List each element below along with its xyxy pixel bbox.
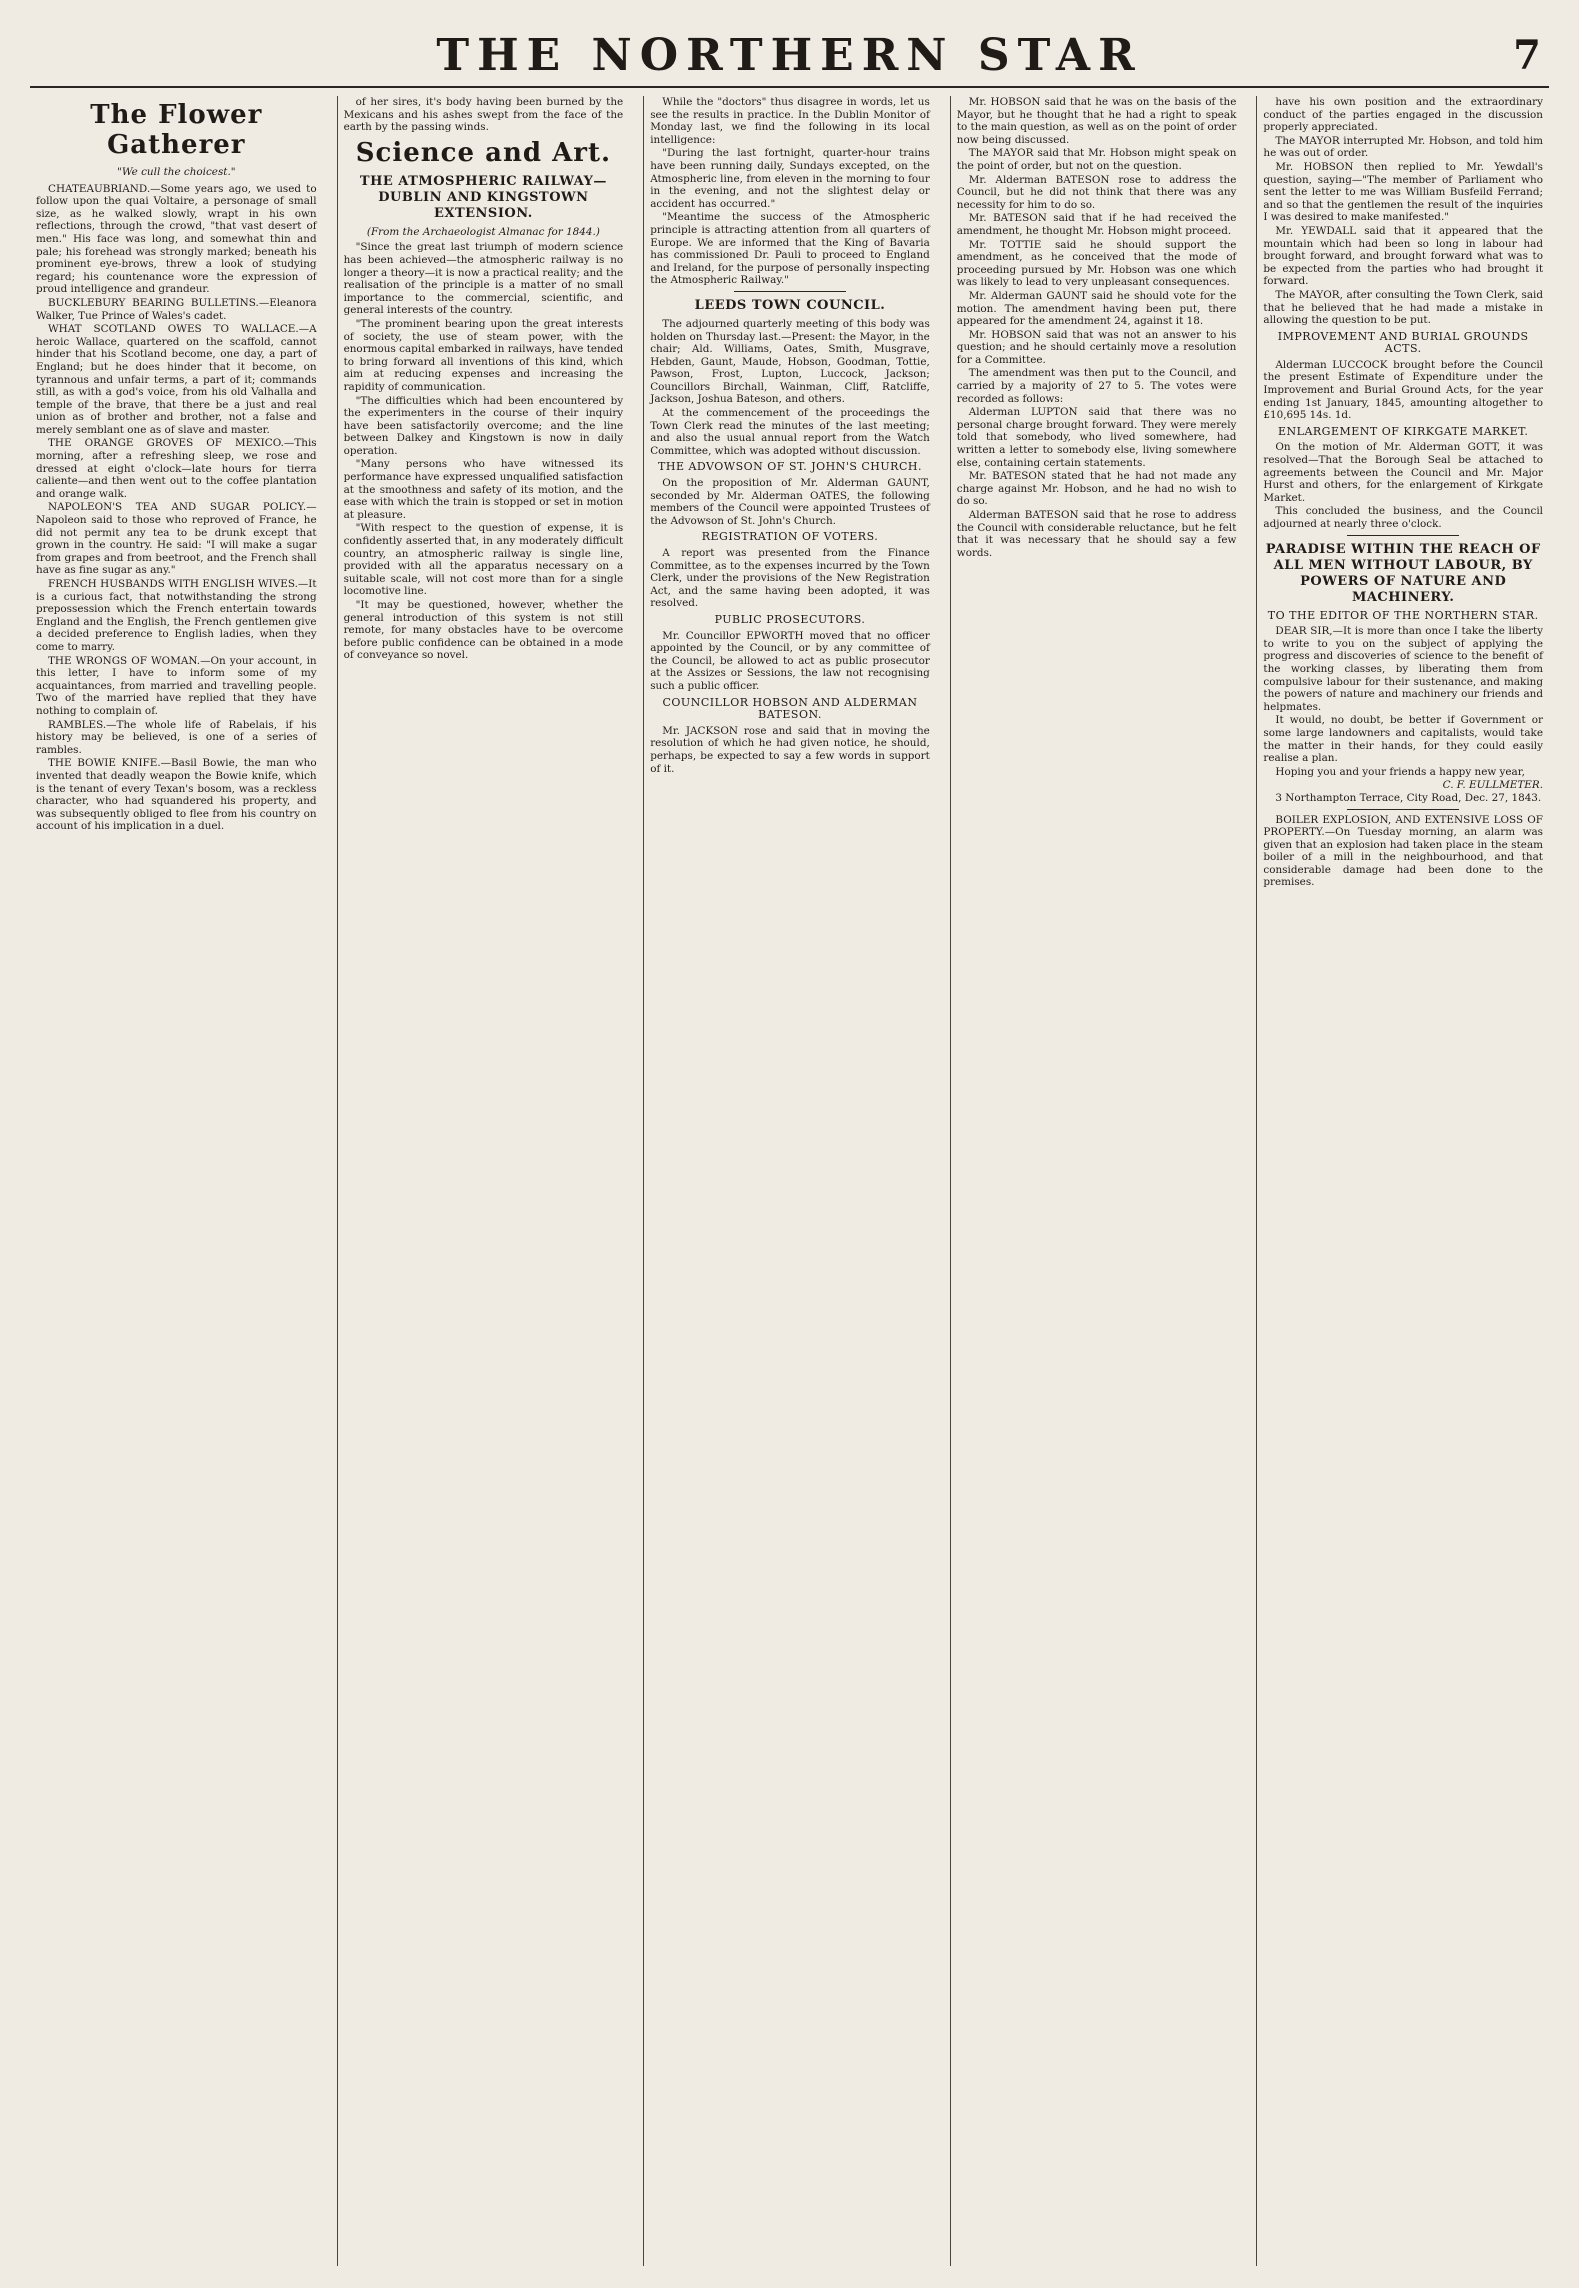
paragraph: The MAYOR interrupted Mr. Hobson, and told him he was out of order. [1263,134,1543,160]
section-title-flower-gatherer: The Flower Gatherer [90,100,263,160]
article-boiler-explosion: BOILER EXPLOSION, AND EXTENSIVE LOSS OF PROPERTY.—On Tuesday morning, an alarm was given that an explosion had taken place in the steam boiler of a mill in the neighbourhood, and that considerable damage had been done to the premises. [1263,813,1543,889]
letter-signature: C. F. EULLMETER. [1442,779,1543,792]
paragraph: This concluded the business, and the Council adjourned at nearly three o'clock. [1263,505,1543,530]
subhead-kirkgate-market: ENLARGEMENT OF KIRKGATE MARKET. [1277,424,1529,438]
paragraph: A report was presented from the Finance Committee, as to the expenses incurred by the Town Clerk, under the provisions of the New Registration Act, and the same having been adopted, it was resolved. [650,547,930,610]
paragraph: "Meantime the success of the Atmospheric principle is attracting attention from all quarters of Europe. We are informed that the King of Bavaria has commissioned Dr. Pauli to proceed to England and Ireland, for the purpose of personally inspecting the Atmospheric Railway." [650,211,930,287]
paragraph: The adjourned quarterly meeting of this body was holden on Thursday last.—Present: the Mayor, in the chair; Ald. Williams, Oates, Smith, Musgrave, Hebden, Gaunt, Maude, Hobson, Goodman, Tottie, Pawson, Frost, Lupton, Luccock, Jackson; Councillors Birchall, Wainman, Cliff, Ratcliffe, Jackson, Joshua Bateson, and others. [650,317,930,406]
paragraph: Mr. HOBSON said that he was on the basis of the Mayor, but he thought that he had a right to speak to the main question, as well as on the point of order now being discussed. [956,96,1237,146]
column-1 [30,96,323,2266]
letter-paragraph: It would, no doubt, be better if Government or some large landowners and capitalists, would take the matter in their hands, for they could easily realise a plan. [1263,714,1543,765]
paragraph: Mr. BATESON said that if he had received the amendment, he thought Mr. Hobson might proceed. [956,212,1237,237]
headline-atmospheric-railway: THE ATMOSPHERIC RAILWAY—DUBLIN AND KINGSTOWN EXTENSION. [359,173,607,221]
paragraph: Mr. Alderman BATESON rose to address the Council, but he did not think that there was any necessity for him to do so. [956,173,1237,211]
divider [734,291,846,292]
article-lead: While the "doctors" thus disagree in words, let us see the results in practice. In the Dublin Monitor of Monday last, we find the following in its local intelligence: [650,96,930,146]
article-rambles: RAMBLES.—The whole life of Rabelais, if his history may be believed, is one of a series of rambles. [36,718,317,756]
subhead-advowson: THE ADVOWSON OF ST. JOHN'S CHURCH. [658,460,922,474]
subhead-public-prosecutors: PUBLIC PROSECUTORS. [714,612,866,626]
divider [1347,535,1459,536]
letter-paragraph: Hoping you and your friends a happy new year, [1275,765,1525,778]
epigraph: "We cull the choicest." [117,166,236,178]
columns [30,96,1549,2266]
article-continuation: of her sires, it's body having been burned by the Mexicans and his ashes swept from the face of the earth by the passing winds. [343,96,624,134]
headline-leeds-town-council: LEEDS TOWN COUNCIL. [694,297,886,313]
article-scotland-wallace: WHAT SCOTLAND OWES TO WALLACE.—A heroic Wallace, quartered on the scaffold, cannot hinder that his Scotland become, one day, a part of England; but he does hinder that it become, on tyrannous and unfair terms, a part of it; commands still, as with a god's voice, from his old Valhalla and temple of the brave, that there be a just and real union as of brother and brother, not a false and merely semblant one as of slave and master. [36,323,317,436]
article-orange-groves: THE ORANGE GROVES OF MEXICO.—This morning, after a refreshing sleep, we rose and dressed at eight o'clock—late hours for tierra caliente—and then went out to the coffee plantation and orange walk. [36,437,317,500]
subhead-hobson-bateson: COUNCILLOR HOBSON AND ALDERMAN BATESON. [662,695,918,722]
headline-paradise: PARADISE WITHIN THE REACH OF ALL MEN WITHOUT LABOUR, BY POWERS OF NATURE AND MACHINERY. [1265,541,1541,605]
subhead-registration: REGISTRATION OF VOTERS. [701,530,879,544]
to-the-editor: TO THE EDITOR OF THE NORTHERN STAR. [1267,608,1539,622]
section-title-science-art: Science and Art. [355,137,612,168]
paragraph: Mr. HOBSON said that was not an answer to his question; and he should certainly move a resolution for a Committee. [956,328,1237,366]
paragraph: On the proposition of Mr. Alderman GAUNT, seconded by Mr. Alderman OATES, the following members of the Council were appointed Trustees of the Advowson of St. John's Church. [650,477,930,527]
letter-address: 3 Northampton Terrace, City Road, Dec. 27, 1843. [1275,791,1542,804]
paragraph: "Many persons who have witnessed its performance have expressed unqualified satisfaction at the smoothness and safety of its motion, and the ease with which the train is stopped or set in motion at pleasure. [343,458,624,521]
paragraph: Mr. TOTTIE said he should support the amendment, as he conceived that the mode of proceeding pursued by Mr. Hobson was one which was likely to lead to very unpleasant consequences. [956,238,1237,289]
paragraph: The amendment was then put to the Council, and carried by a majority of 27 to 5. The votes were recorded as follows: [956,367,1237,405]
column-4 [950,96,1243,2266]
page-number: 7 [1513,32,1541,79]
article-continuation: have his own position and the extraordinary conduct of the parties engaged in the discussion properly appreciated. [1263,96,1543,134]
paragraph: "With respect to the question of expense, it is confidently asserted that, in any moderately difficult country, an atmospheric railway is single line, provided with all the apparatus necessary on a suitable scale, will not cost more than for a single locomotive line. [343,522,624,598]
paragraph: On the motion of Mr. Alderman GOTT, it was resolved—That the Borough Seal be attached to agreements between the Council and Mr. Major Hurst and others, for the enlargement of Kirkgate Market. [1263,441,1543,504]
paragraph: Mr. HOBSON then replied to Mr. Yewdall's question, saying—"The member of Parliament who sent the letter to me was William Busfeild Ferrand; and so that the gentlemen the result of the inquiries I was desired to make manifested." [1263,160,1543,224]
divider [1347,809,1459,810]
subhead-improvement-acts: IMPROVEMENT AND BURIAL GROUNDS ACTS. [1277,329,1529,356]
paragraph: Mr. BATESON stated that he had not made any charge against Mr. Hobson, and he had no wish to do so. [956,470,1237,508]
masthead-title: THE NORTHERN STAR [436,30,1143,81]
paragraph: "It may be questioned, however, whether the general introduction of this system is not still remote, for many obstacles have to be overcome before public confidence can be obtained in a mode of conveyance so novel. [343,599,624,662]
paragraph: "The prominent bearing upon the great interests of society, the use of steam power, with the enormous capital embarked in railways, have tended to bring forward all inventions of this kind, which aim at reducing expenses and increasing the rapidity of communication. [343,317,624,393]
masthead [30,18,1549,88]
article-bowie-knife: THE BOWIE KNIFE.—Basil Bowie, the man who invented that deadly weapon the Bowie knife, which is the tenant of every Texan's bosom, was a reckless character, who had squandered his property, and was subsequently obliged to flee from his country on account of his implication in a duel. [36,757,317,833]
paragraph: "Since the great last triumph of modern science has been achieved—the atmospheric railway is no longer a theory—it is now a practical reality; and the realisation of the principle is a matter of no small importance to the commercial, scientific, and general interests of the country. [343,241,624,317]
column-3 [643,96,936,2266]
paragraph: At the commencement of the proceedings the Town Clerk read the minutes of the last meeting; and also the usual annual report from the Watch Committee, which was adopted without discussion. [650,407,930,457]
paragraph: Mr. JACKSON rose and said that in moving the resolution of which he had given notice, he should, perhaps, be expected to say a few words in support of it. [650,724,930,775]
paragraph: The MAYOR said that Mr. Hobson might speak on the point of order, but not on the question. [956,147,1237,172]
article-source: (From the Archaeologist Almanac for 1844.) [366,225,600,238]
article-napoleon-tea: NAPOLEON'S TEA AND SUGAR POLICY.—Napoleon said to those who reproved of France, he did not permit any tea to be drunk except that grown in the country. He said: "I will make a sugar from grapes and from beetroot, and the French shall have as fine sugar as any." [36,501,317,577]
article-wrongs-of-woman: THE WRONGS OF WOMAN.—On your account, in this letter, I have to inform some of my acquaintances, from married and travelling people. Two of the married have replied that they have nothing to complain of. [36,654,317,717]
paragraph: Alderman LUCCOCK brought before the Council the present Estimate of Expenditure under the Improvement and Burial Ground Acts, for the year ending 1st January, 1845, amounting altogether to £10,695 14s. 1d. [1263,358,1543,422]
column-5 [1256,96,1549,2266]
paragraph: "The difficulties which had been encountered by the experimenters in the course of their inquiry have been satisfactorily overcome; and the line between Dalkey and Kingstown is now in daily operation. [343,394,624,457]
paragraph: "During the last fortnight, quarter-hour trains have been running daily, Sundays excepted, on the Atmospheric line, from eleven in the morning to four in the evening, and not the slightest delay or accident has occurred." [650,147,930,210]
paragraph: Mr. Councillor EPWORTH moved that no officer appointed by the Council, or by any committee of the Council, be allowed to act as public prosecutor at the Assizes or Sessions, the law not recognising such a public officer. [650,629,930,692]
article-french-husbands: FRENCH HUSBANDS WITH ENGLISH WIVES.—It is a curious fact, that notwithstanding the strong prepossession which the French entertain towards England and the English, the French gentlemen give a decided preference to English ladies, when they come to marry. [36,578,317,653]
article-bucklebury: BUCKLEBURY BEARING BULLETINS.—Eleanora Walker, Tue Prince of Wales's cadet. [36,296,317,322]
paragraph: The MAYOR, after consulting the Town Clerk, said that he believed that he had made a mistake in allowing the question to be put. [1263,288,1543,327]
paragraph: Mr. Alderman GAUNT said he should vote for the motion. The amendment having been put, there appeared for the amendment 24, against it 18. [956,289,1237,328]
paragraph: Alderman LUPTON said that there was no personal charge brought forward. They were merely told that somebody, who lived somewhere, had written a letter to somebody else, living somewhere else, containing certain statements. [956,406,1237,469]
paragraph: Alderman BATESON said that he rose to address the Council with considerable reluctance, but he felt that it was necessary that he should say a few words. [956,509,1237,559]
article-chateaubriand: CHATEAUBRIAND.—Some years ago, we used to follow upon the quai Voltaire, a personage of small size, as he walked slowly, wrapt in his own reflections, through the crowd, "that vast desert of men." His face was long, and somewhat thin and pale; his forehead was strongly marked; beneath his prominent eye-brows, threw a look of studying regard; his countenance wore the expression of proud intelligence and grandeur. [36,182,317,296]
column-2 [337,96,630,2266]
paragraph: Mr. YEWDALL said that it appeared that the mountain which had been so long in labour had brought forward, and brought forward what was to be expected from the parties who had brought it forward. [1263,224,1543,288]
letter-paragraph: DEAR SIR,—It is more than once I take the liberty to write to you on the subject of applying the progress and discoveries of science to the benefit of the working classes, by liberating them from compulsive labour for their sustenance, and making the powers of nature and machinery our friends and helpmates. [1263,625,1543,713]
